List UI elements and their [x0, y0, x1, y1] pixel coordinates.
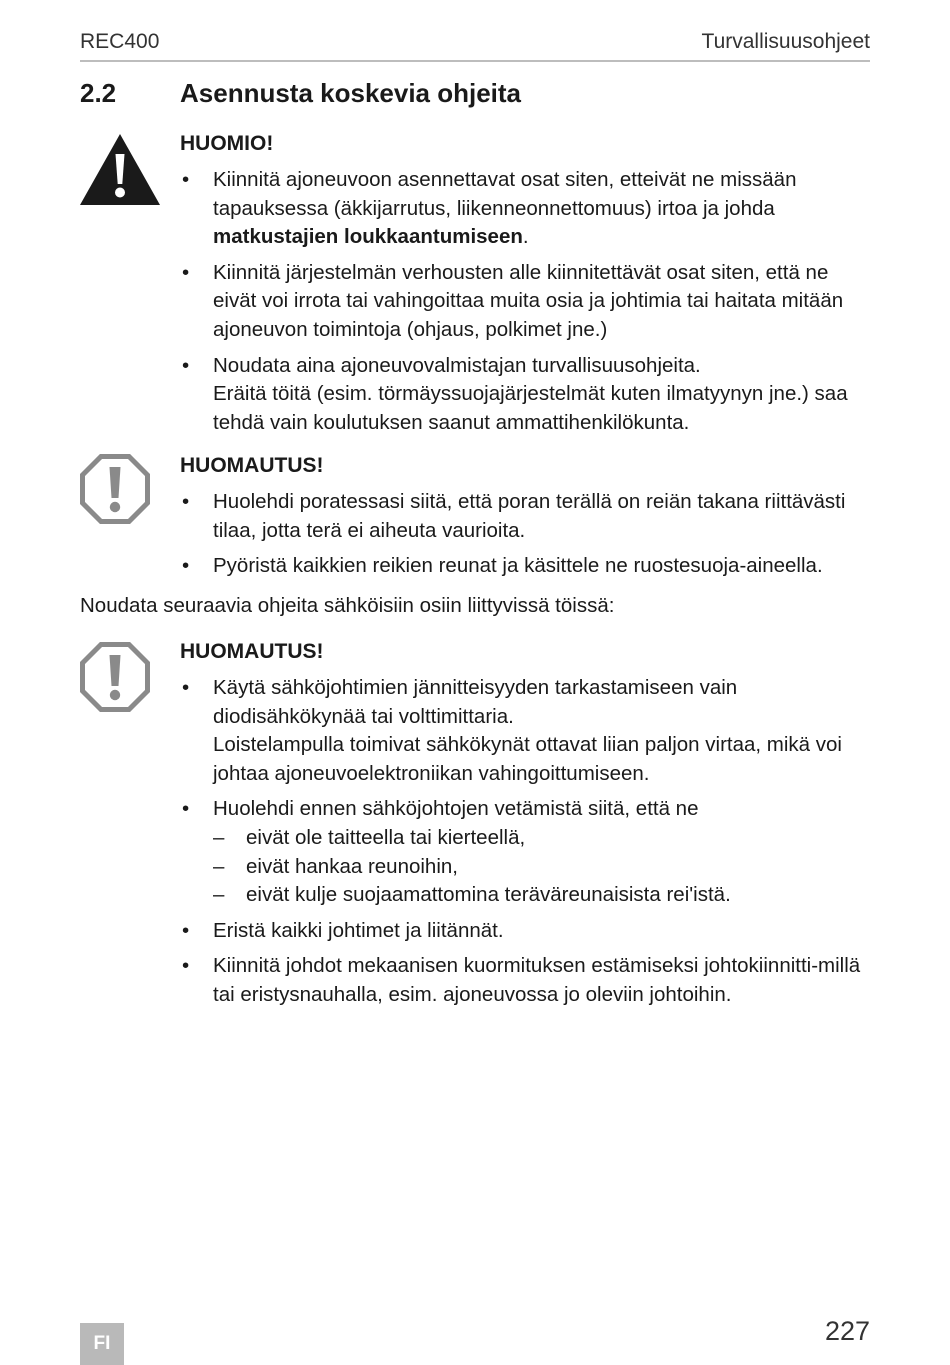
sub-list-item: – eivät ole taitteella tai kierteellä, [213, 824, 870, 853]
notice-block-2 [80, 638, 870, 1017]
list-item: • Eristä kaikki johtimet ja liitännät. [180, 917, 870, 946]
language-tab: FI [80, 1323, 124, 1365]
sub-list-item: – eivät kulje suojaamattomina teräväreunaisista rei'istä. [213, 881, 870, 910]
page-number: 227 [824, 1316, 870, 1346]
octagon-exclamation-icon [80, 642, 150, 712]
sub-list-item: – eivät hankaa reunoihin, [213, 853, 870, 882]
list-item: • Huolehdi ennen sähköjohtojen vetämistä siitä, että ne – eivät ole taitteella tai kierteellä, – eivät hankaa reunoihin, – eivät kulje suojaamattomina teräväreunaisista rei'istä. [180, 795, 870, 909]
intro-paragraph: Noudata seuraavia ohjeita sähköisiin osiin liittyvissä töissä: [80, 594, 615, 617]
caution-label: HUOMIO! [180, 132, 274, 155]
list-item: • Pyöristä kaikkien reikien reunat ja käsittele ne ruostesuoja-aineella. [180, 552, 870, 581]
notice-label: HUOMAUTUS! [180, 640, 324, 663]
page-header [80, 30, 870, 62]
emphasis-text: matkustajien loukkaantumiseen [213, 225, 523, 249]
warning-triangle-icon [80, 134, 160, 206]
list-item: • Kiinnitä ajoneuvoon asennettavat osat siten, etteivät ne missään tapauksessa (äkkijarrutus, liikenneonnettomuus) irtoa ja johda matkustajien loukkaantumiseen. [180, 166, 870, 252]
section-heading [80, 78, 521, 109]
list-item: • Kiinnitä johdot mekaanisen kuormituksen estämiseksi johtokiinnitti-millä tai eristysnauhalla, esim. ajoneuvossa jo oleviin johtoihin. [180, 952, 870, 1009]
list-item: • Noudata aina ajoneuvovalmistajan turvallisuusohjeita. Eräitä töitä (esim. törmäyssuojajärjestelmät kuten ilmatyynyn jne.) saa tehdä vain koulutuksen saanut ammattihenkilökunta. [180, 352, 870, 438]
header-model: REC400 [80, 30, 160, 53]
section-title: Asennusta koskevia ohjeita [180, 78, 522, 108]
notice-label: HUOMAUTUS! [180, 454, 324, 477]
notice-block-1 [80, 452, 870, 588]
caution-block [80, 130, 870, 444]
list-item: • Käytä sähköjohtimien jännitteisyyden tarkastamiseen vain diodisähkökynää tai volttimittaria. Loistelampulla toimivat sähkökynät ottavat liian paljon virtaa, mikä voi johtaa ajoneuvoelektroniikan vahingoittumiseen. [180, 674, 870, 788]
list-item: • Huolehdi poratessasi siitä, että poran terällä on reiän takana riittävästi tilaa, jotta terä ei aiheuta vaurioita. [180, 488, 870, 545]
list-item: • Kiinnitä järjestelmän verhousten alle kiinnitettävät osat siten, että ne eivät voi irrota tai vahingoittaa muita osia ja johtimia tai haitata mitään ajoneuvon toimintoja (ohjaus, polkimet jne.) [180, 259, 870, 345]
section-number: 2.2 [80, 78, 117, 108]
octagon-exclamation-icon [80, 454, 150, 524]
header-section-title: Turvallisuusohjeet [701, 30, 870, 53]
